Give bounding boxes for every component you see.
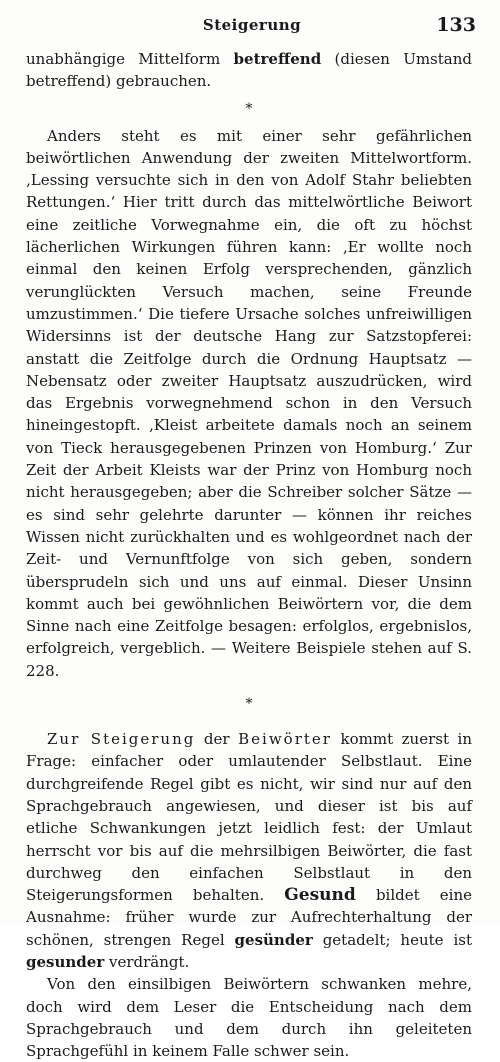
paragraph [26, 728, 472, 973]
paragraph-text: getadelt; heute ist [312, 930, 472, 949]
page-number: 133 [436, 14, 476, 36]
emphasized-word: Gesund [284, 885, 356, 906]
emphasized-word: gesunder [26, 952, 105, 971]
emphasized-word: betreffend [233, 50, 322, 68]
body-text [26, 48, 472, 1062]
paragraph-text: (diesen Umstand betreffend) gebrauchen. [26, 50, 472, 91]
section-separator: * [245, 100, 253, 117]
paragraph: Anders steht es mit einer sehr gefährlichen beiwörtlichen Anwendung der zweiten Mittelwortform. ‚Lessing versuchte sich in den von Adolf Stahr beliebten Rettungen.‘ Hier tritt durch das mittelwörtliche Beiwort eine zeitliche Vorwegnahme ein, die oft zu höchst lächerlichen Wirkungen führen kann: ‚Er wollte noch einmal den keinen Erfolg versprechenden, gänzlich verunglückten Versuch machen, seine Freunde umzustimmen.‘ Die tiefere Ursache solches unfreiwilligen Widersinns ist der deutsche Hang zur Satzstopferei: anstatt die Zeitfolge durch die Ordnung Hauptsatz — Nebensatz oder zweiter Hauptsatz auszudrücken, wird das Ergebnis vorwegnehmend schon in den Versuch hineingestopft. ‚Kleist arbeitete damals noch an seinem von Tieck herausgegebenen Prinzen von Homburg.‘ Zur Zeit der Arbeit Kleists war der Prinz von Homburg noch nicht herausgegeben; aber die Schreiber solcher Sätze — es sind sehr gelehrte darunter — können ihr reiches Wissen nicht zurückhalten und es wohlgeordnet nach der Zeit- und Vernunftfolge von sich geben, sondern übersprudeln sich und uns auf einmal. Dieser Unsinn kommt auch bei gewöhnlichen Beiwörtern vor, die dem Sinne nach eine Zeitfolge besagen: erfolglos, ergebnislos, erfolgreich, vergeblich. — Weitere Beispiele stehen auf S. 228. [26, 126, 472, 680]
paragraph-text: verdrängt. [104, 952, 190, 971]
paragraph-continuation [26, 48, 472, 93]
paragraph-text: unabhängige Mittelform [26, 50, 234, 68]
section-separator: * [245, 696, 253, 713]
spaced-term: Zur Steigerung [47, 730, 196, 749]
emphasized-word: gesünder [234, 930, 313, 949]
paragraph-text: bildet eine Ausnahme: früher wurde zur Aufrechterhaltung der schönen, strengen Regel [26, 886, 473, 949]
paragraph: Von den einsilbigen Beiwörtern schwanken mehre, doch wird dem Leser die Entscheidung nach dem Sprachgebrauch und dem durch ihn geleiteten Sprachgefühl in keinem Falle schwer sein. [26, 975, 472, 1061]
running-head [24, 16, 480, 38]
running-head-title: Steigerung [202, 16, 302, 34]
paragraph-text: der [195, 730, 239, 749]
spaced-term: Beiwörter [238, 730, 332, 749]
paragraph-text: kommt zuerst in Frage: einfacher oder umlautender Selbstlaut. Eine durchgreifende Regel gibt es nicht, wir sind nur auf den Sprachgebrauch angewiesen, und dieser ist bis auf etliche Schwankungen jetzt leidlich fest: der Umlaut herrscht vor bis auf die mehrsilbigen Beiwörter, die fast durchweg den einfachen Selbstlaut in den Steigerungsformen behalten. [26, 730, 472, 905]
